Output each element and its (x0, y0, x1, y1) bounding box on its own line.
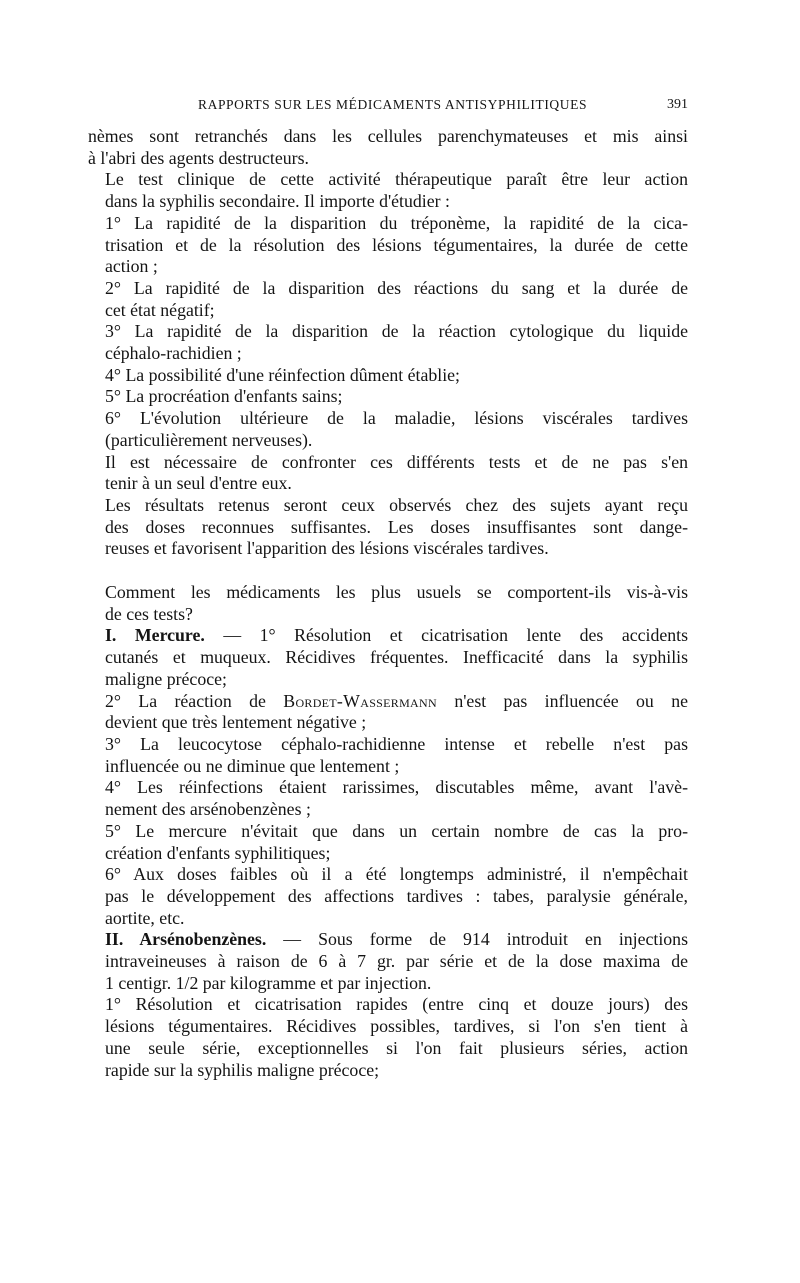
text-line: céphalo-rachidien ; (105, 343, 242, 364)
text-line: 5° La procréation d'enfants sains; (105, 386, 343, 407)
text-line: 1° Résolution et cicatrisation rapides (entre cinq et douze jours) des (105, 994, 688, 1015)
text-line: 2° La rapidité de la disparition des réactions du sang et la durée de (105, 277, 688, 298)
text-line: une seule série, exceptionnelles si l'on fait plusieurs séries, action (105, 1037, 688, 1058)
text-line: des doses reconnues suffisantes. Les doses insuffisantes sont dange- (105, 516, 688, 537)
page-body (88, 126, 688, 1081)
text-line: cutanés et muqueux. Récidives fréquentes. Inefficacité dans la syphilis (105, 647, 688, 668)
text-run: 2° La réaction de (105, 690, 284, 711)
list-item-4 (88, 365, 688, 387)
text-line (88, 691, 688, 713)
mercure-item-5 (88, 821, 688, 864)
text-line (88, 929, 688, 951)
running-title: RAPPORTS SUR LES MÉDICAMENTS ANTISYPHILITIQUES (198, 97, 588, 112)
section-gap (88, 560, 688, 582)
text-run: n'est pas influencée ou ne (436, 690, 688, 711)
text-line: pas le développement des affections tardives : tabes, paralysie générale, (105, 885, 688, 906)
text-line: lésions tégumentaires. Récidives possibles, tardives, si l'on s'en tient à (105, 1016, 688, 1037)
paragraph-question (88, 582, 688, 625)
text-line: nement des arsénobenzènes ; (105, 799, 311, 820)
text-line: 4° La possibilité d'une réinfection dûment établie; (105, 364, 460, 385)
list-item-3 (88, 321, 688, 364)
text-line: 6° Aux doses faibles où il a été longtemps administré, il n'empêchait (105, 864, 688, 885)
text-line: devient que très lentement négative ; (105, 712, 367, 733)
page-header (88, 97, 688, 121)
page-number: 391 (667, 97, 688, 112)
mercure-item-4 (88, 777, 688, 820)
author-name: Bordet-Wassermann (283, 690, 437, 711)
text-line: 4° Les réinfections étaient rarissimes, discutables même, avant l'avè- (105, 777, 688, 798)
list-item-6 (88, 408, 688, 451)
paragraph-continuation (88, 126, 688, 169)
text-run: — 1° Résolution et cicatrisation lente des accidents (204, 625, 688, 646)
text-line: 1 centigr. 1/2 par kilogramme et par injection. (105, 972, 432, 993)
text-line: rapide sur la syphilis maligne précoce; (105, 1059, 380, 1080)
section-heading-arsenobenzenes: II. Arsénobenzènes. (105, 929, 267, 950)
text-line (88, 625, 688, 647)
text-line: 3° La leucocytose céphalo-rachidienne intense et rebelle n'est pas (105, 733, 688, 754)
text-line: (particulièrement nerveuses). (105, 429, 313, 450)
mercure-item-2 (88, 691, 688, 734)
text-line: Il est nécessaire de confronter ces différents tests et de ne pas s'en (105, 451, 688, 472)
paragraph-confront-tests (88, 452, 688, 495)
text-line: 3° La rapidité de la disparition de la réaction cytologique du liquide (105, 321, 688, 342)
mercure-item-3 (88, 734, 688, 777)
text-line: aortite, etc. (105, 907, 185, 928)
paragraph-results (88, 495, 688, 560)
text-line: 1° La rapidité de la disparition du tréponème, la rapidité de la cica- (105, 212, 688, 233)
section-arsenobenzenes (88, 929, 688, 994)
text-line: Les résultats retenus seront ceux observés chez des sujets ayant reçu (105, 494, 688, 515)
text-line: cet état négatif; (105, 299, 215, 320)
text-line: Comment les médicaments les plus usuels se comportent-ils vis-à-vis (105, 582, 688, 603)
text-line: à l'abri des agents destructeurs. (88, 147, 309, 168)
text-line: reuses et favorisent l'apparition des lésions viscérales tardives. (105, 538, 549, 559)
text-line: 5° Le mercure n'évitait que dans un certain nombre de cas la pro- (105, 820, 688, 841)
arseno-item-1 (88, 994, 688, 1081)
mercure-item-6 (88, 864, 688, 929)
text-line: de ces tests? (105, 603, 193, 624)
text-line: intraveineuses à raison de 6 à 7 gr. par série et de la dose maxima de (105, 951, 688, 972)
paragraph-clinical-test (88, 169, 688, 212)
text-line: action ; (105, 256, 158, 277)
section-mercure (88, 625, 688, 690)
text-line: Le test clinique de cette activité thérapeutique paraît être leur action (105, 169, 688, 190)
text-line: nèmes sont retranchés dans les cellules parenchymateuses et mis ainsi (88, 126, 688, 146)
list-item-2 (88, 278, 688, 321)
text-line: influencée ou ne diminue que lentement ; (105, 755, 400, 776)
text-line: 6° L'évolution ultérieure de la maladie, lésions viscérales tardives (105, 408, 688, 429)
text-line: dans la syphilis secondaire. Il importe d'étudier : (105, 191, 450, 212)
text-line: tenir à un seul d'entre eux. (105, 473, 292, 494)
list-item-1 (88, 213, 688, 278)
section-heading-mercure: I. Mercure. (105, 625, 205, 646)
text-run: — Sous forme de 914 introduit en injections (266, 929, 688, 950)
text-line: trisation et de la résolution des lésions tégumentaires, la durée de cette (105, 234, 688, 255)
list-item-5 (88, 386, 688, 408)
text-line: maligne précoce; (105, 668, 227, 689)
text-line: création d'enfants syphilitiques; (105, 842, 331, 863)
